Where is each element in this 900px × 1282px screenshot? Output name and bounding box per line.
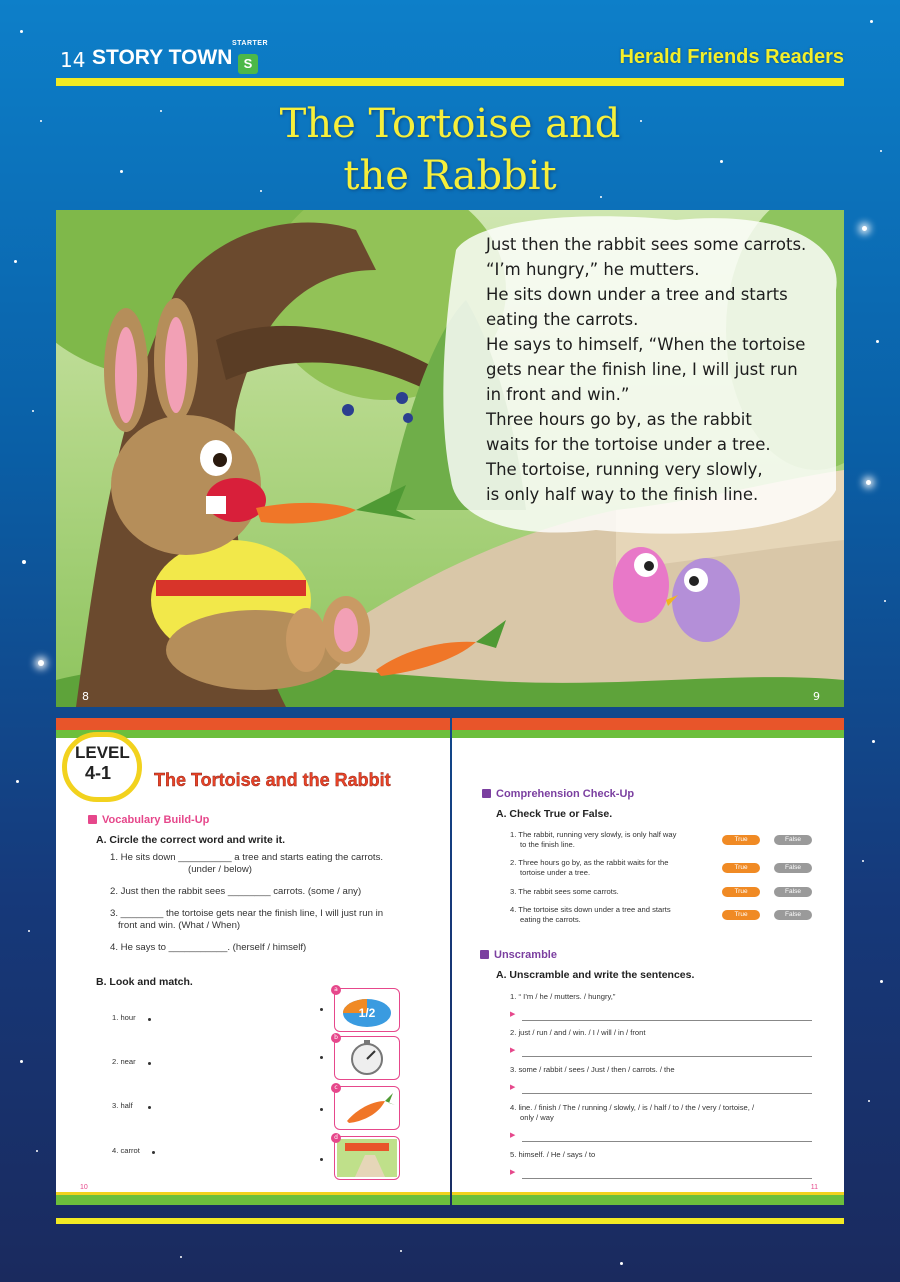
vocab-item: 1. He sits down __________ a tree and starts eating the carrots.: [110, 852, 384, 863]
carrot-icon: [335, 1087, 399, 1129]
workbook-left-page: [56, 718, 450, 1205]
top-band: [452, 718, 844, 730]
vocab-item: 2. Just then the rabbit sees ________ carrots. (some / any): [110, 886, 362, 897]
series-title: STORY TOWN: [92, 46, 233, 69]
match-word: 1. hour: [112, 1013, 136, 1022]
vocab-options: (under / below): [188, 864, 252, 875]
story-text: [486, 232, 834, 507]
story-line: He says to himself, “When the tortoise: [486, 335, 806, 354]
half-icon: [335, 989, 399, 1031]
unscramble-prompt: 3. some / rabbit / sees / Just / then / carrots. / the: [510, 1065, 675, 1074]
workbook-page-left: 10: [80, 1184, 88, 1191]
part-b-instruction: B. Look and match.: [96, 976, 193, 988]
tf-statement: 4. The tortoise sits down under a tree and starts: [510, 905, 671, 914]
level-label: LEVEL: [75, 743, 130, 762]
vocab-heading: [88, 814, 209, 826]
picture-label: d: [331, 1133, 341, 1143]
top-band: [56, 718, 450, 730]
race-scene-icon: [335, 1137, 399, 1179]
arrow-icon: ▶: [510, 1046, 516, 1054]
vocab-item: 3. ________ the tortoise gets near the finish line, I will just run in: [110, 908, 384, 919]
vocab-heading-text: Vocabulary Build-Up: [102, 814, 210, 826]
starter-letter: S: [238, 54, 258, 74]
tf-statement: 2. Three hours go by, as the rabbit waits for the: [510, 858, 669, 867]
answer-line[interactable]: [522, 1141, 812, 1142]
match-dot[interactable]: [320, 1056, 323, 1059]
true-button[interactable]: True: [722, 835, 760, 845]
page-number: 14: [60, 48, 86, 72]
story-line: waits for the tortoise under a tree.: [486, 435, 771, 454]
match-word: 2. near: [112, 1057, 136, 1066]
picture-carrot[interactable]: [334, 1086, 400, 1130]
title-line-1: The Tortoise and: [279, 101, 621, 147]
workbook-right-page: [452, 718, 844, 1205]
true-button[interactable]: True: [722, 863, 760, 873]
half-label: 1/2: [358, 1006, 376, 1020]
picture-label: b: [331, 1033, 341, 1043]
workbook-page-right: 11: [810, 1184, 818, 1191]
book-icon: [482, 789, 491, 798]
level-badge: [62, 732, 142, 802]
workbook-spread: [56, 718, 844, 1205]
match-dot[interactable]: [148, 1062, 151, 1065]
match-word: 3. half: [112, 1101, 133, 1110]
picture-stopwatch[interactable]: [334, 1036, 400, 1080]
arrow-icon: ▶: [510, 1131, 516, 1139]
true-button[interactable]: True: [722, 910, 760, 920]
unscramble-heading: [480, 949, 557, 961]
answer-line[interactable]: [522, 1056, 812, 1057]
match-dot[interactable]: [152, 1151, 155, 1154]
arrow-icon: ▶: [510, 1083, 516, 1091]
vocab-item: 4. He says to ___________. (herself / himself): [110, 942, 307, 953]
story-line: gets near the finish line, I will just run: [486, 360, 798, 379]
part-a-instruction: A. Check True or False.: [496, 808, 613, 820]
match-dot[interactable]: [148, 1106, 151, 1109]
tf-statement-cont: eating the carrots.: [520, 915, 581, 924]
match-dot[interactable]: [148, 1018, 151, 1021]
bottom-band: [56, 1195, 450, 1205]
bottom-band: [452, 1195, 844, 1205]
unscramble-prompt: 1. “ I’m / he / mutters. / hungry,”: [510, 992, 616, 1001]
answer-line[interactable]: [522, 1178, 812, 1179]
story-line: Just then the rabbit sees some carrots.: [486, 235, 807, 254]
story-illustration: [56, 210, 844, 707]
answer-line[interactable]: [522, 1020, 812, 1021]
footer-rule: [56, 1218, 844, 1224]
answer-line[interactable]: [522, 1093, 812, 1094]
picture-half[interactable]: [334, 988, 400, 1032]
starter-badge: [232, 40, 269, 74]
unscramble-prompt-cont: only / way: [520, 1113, 554, 1122]
arrow-icon: ▶: [510, 1010, 516, 1018]
unscramble-prompt: 4. line. / finish / The / running / slowly, / is / half / to / the / very / tortoise, /: [510, 1103, 755, 1112]
stopwatch-icon: [335, 1037, 399, 1079]
tf-statement: 1. The rabbit, running very slowly, is only half way: [510, 830, 677, 839]
story-line: The tortoise, running very slowly,: [486, 460, 763, 479]
match-word: 4. carrot: [112, 1146, 140, 1155]
story-title: [200, 98, 700, 202]
vocab-item-cont: front and win. (What / When): [118, 920, 241, 931]
comprehension-heading: [482, 788, 634, 800]
illustration-page-left: 8: [82, 690, 89, 703]
match-dot[interactable]: [320, 1108, 323, 1111]
story-line: is only half way to the finish line.: [486, 485, 759, 504]
arrow-icon: ▶: [510, 1168, 516, 1176]
book-icon: [88, 815, 97, 824]
header-rule: [56, 78, 844, 86]
tf-statement-cont: tortoise under a tree.: [520, 868, 591, 877]
false-button[interactable]: False: [774, 887, 812, 897]
picture-race[interactable]: [334, 1136, 400, 1180]
true-button[interactable]: True: [722, 887, 760, 897]
unscramble-heading-text: Unscramble: [494, 949, 557, 961]
story-line: He sits down under a tree and starts: [486, 285, 788, 304]
title-line-2: the Rabbit: [343, 153, 557, 199]
match-dot[interactable]: [320, 1158, 323, 1161]
level-number: 4-1: [85, 763, 112, 783]
match-dot[interactable]: [320, 1008, 323, 1011]
book-icon: [480, 950, 489, 959]
picture-label: a: [331, 985, 341, 995]
story-line: in front and win.”: [486, 385, 630, 404]
starter-caption: STARTER: [232, 40, 269, 47]
tf-statement: 3. The rabbit sees some carrots.: [510, 887, 619, 896]
workbook-title: The Tortoise and the Rabbit: [154, 770, 391, 790]
brand-name: Herald Friends Readers: [619, 46, 844, 68]
unscramble-prompt: 5. himself. / He / says / to: [510, 1150, 596, 1159]
story-line: “I’m hungry,” he mutters.: [486, 260, 700, 279]
false-button[interactable]: False: [774, 863, 812, 873]
false-button[interactable]: False: [774, 835, 812, 845]
story-line: Three hours go by, as the rabbit: [486, 410, 752, 429]
story-line: eating the carrots.: [486, 310, 639, 329]
top-band-green: [452, 730, 844, 738]
part-b-instruction: A. Unscramble and write the sentences.: [496, 969, 695, 981]
false-button[interactable]: False: [774, 910, 812, 920]
comprehension-heading-text: Comprehension Check-Up: [496, 788, 635, 800]
unscramble-prompt: 2. just / run / and / win. / I / will / in / front: [510, 1028, 646, 1037]
picture-label: c: [331, 1083, 341, 1093]
tf-statement-cont: to the finish line.: [520, 840, 575, 849]
part-a-instruction: A. Circle the correct word and write it.: [96, 834, 286, 846]
illustration-page-right: 9: [813, 690, 820, 703]
